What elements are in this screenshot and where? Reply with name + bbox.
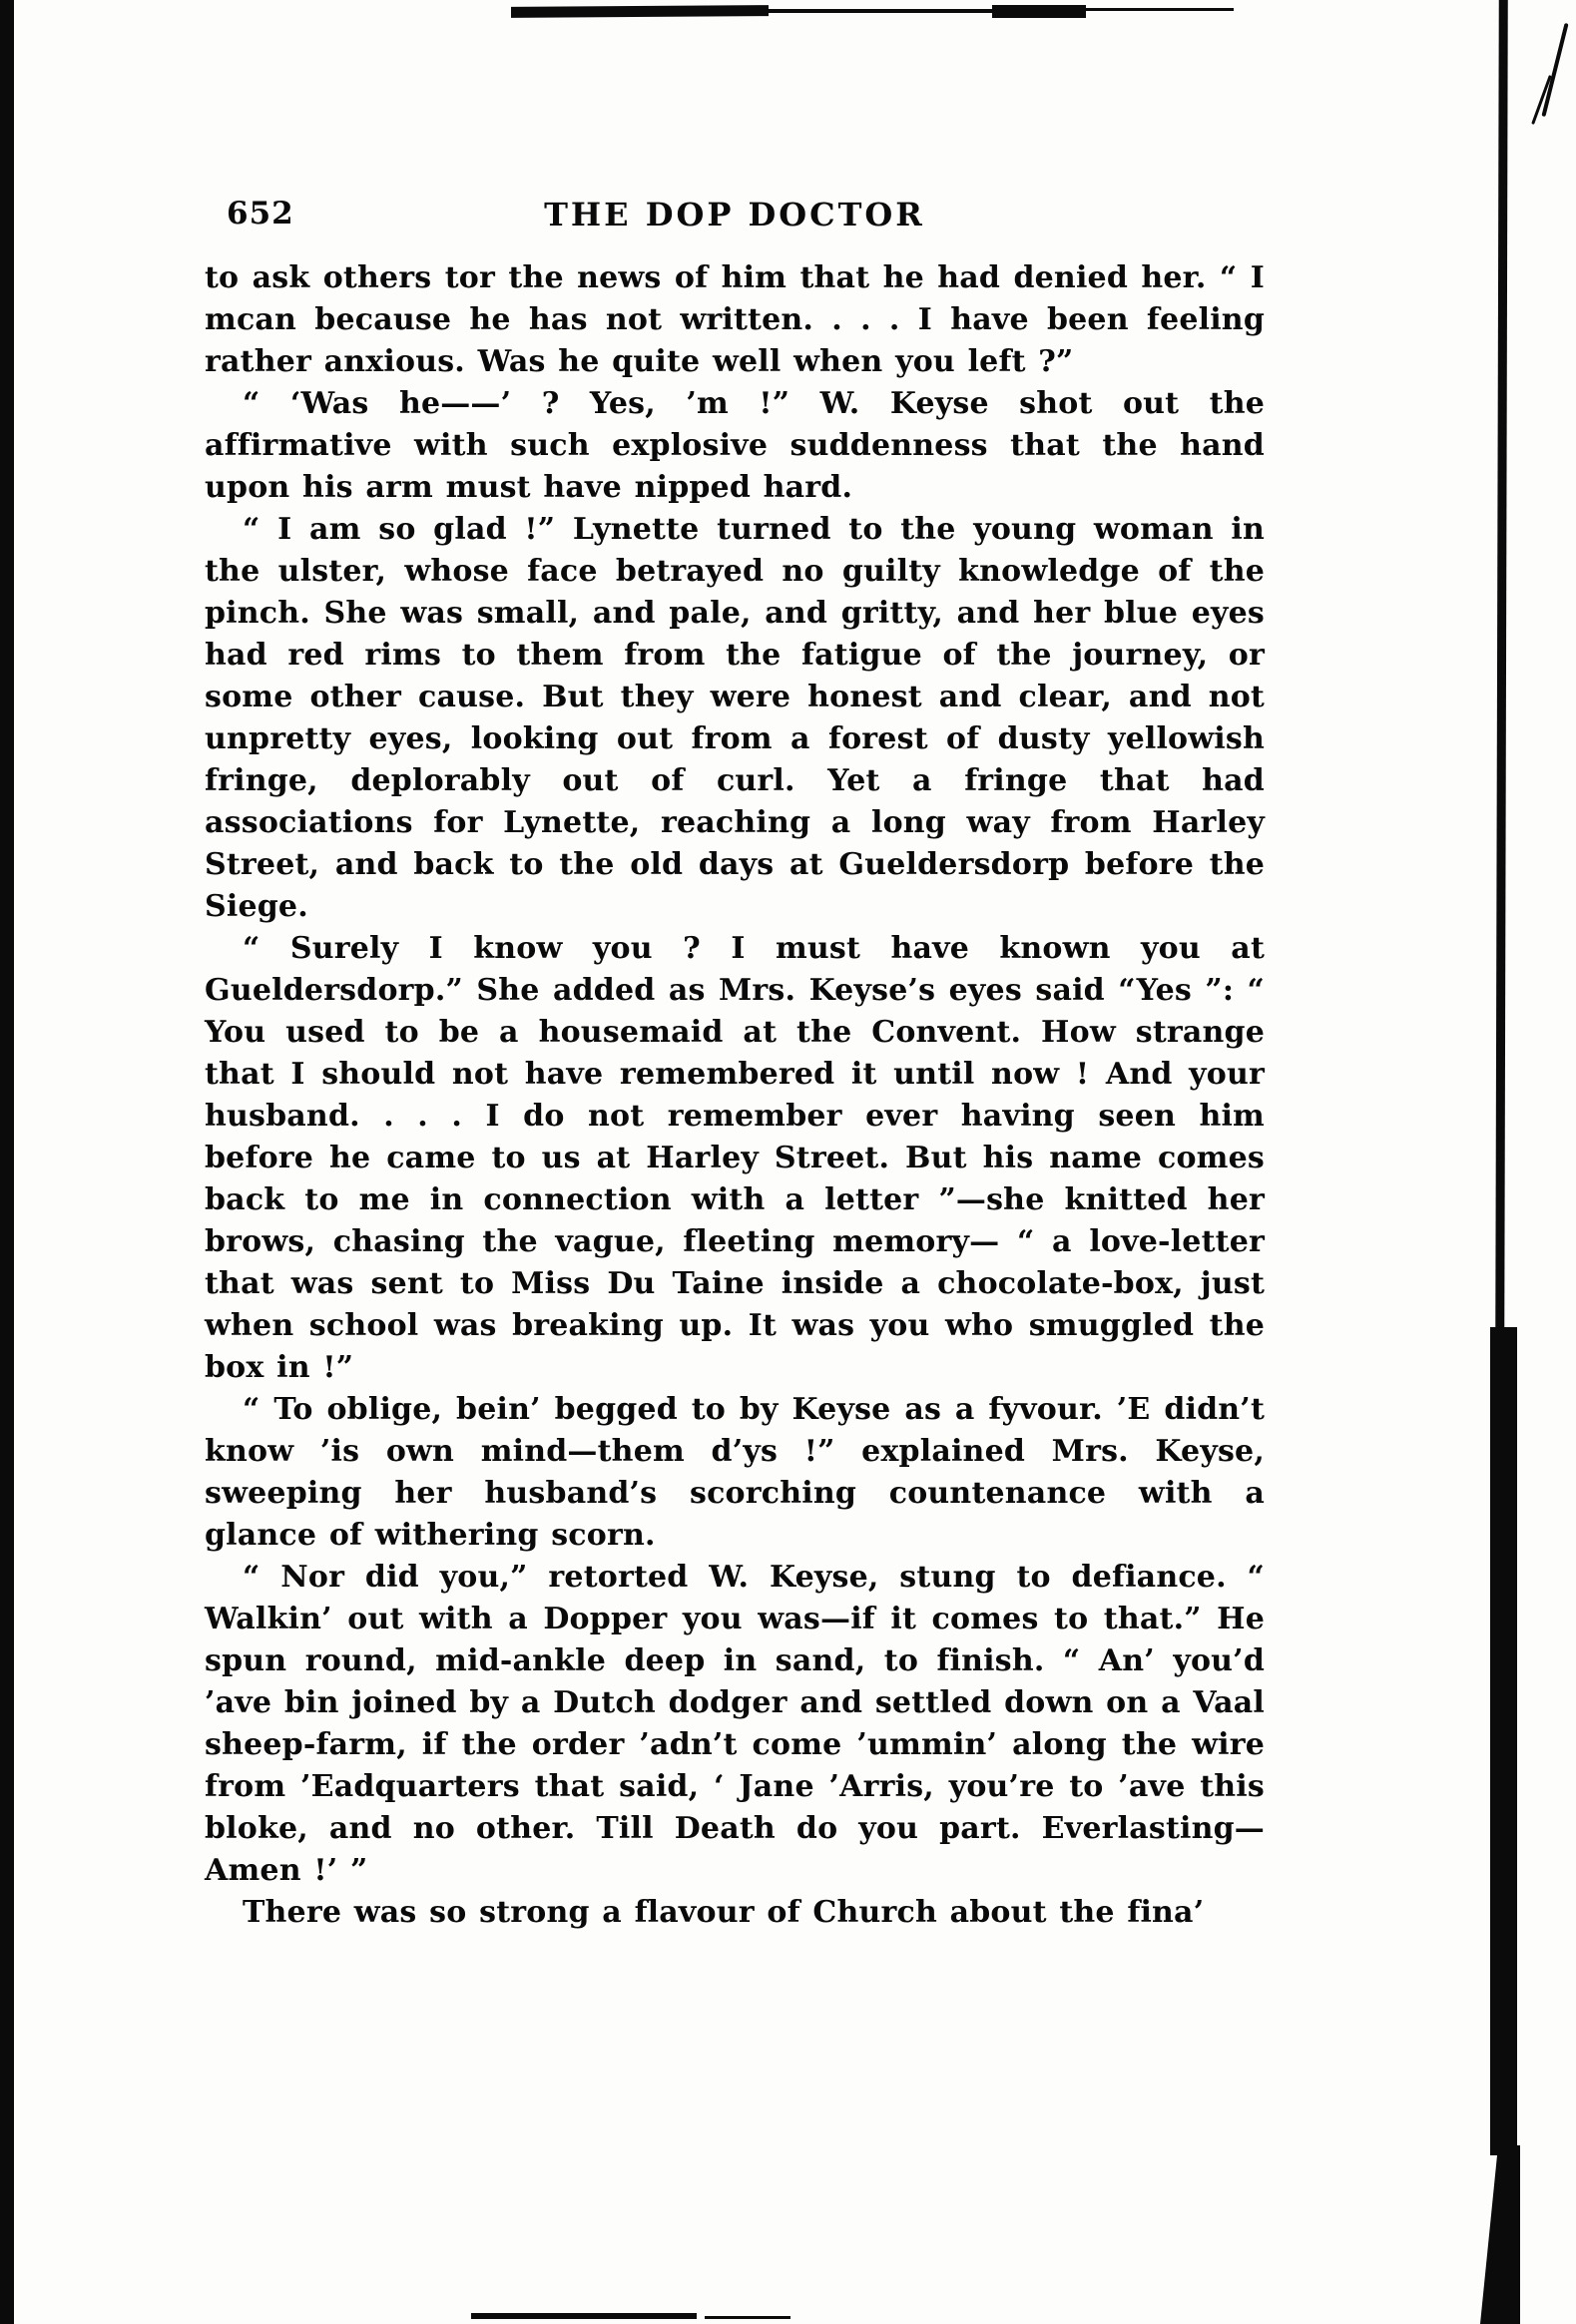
scan-artifact-bottom-1 [471, 2313, 697, 2319]
scan-scratch-top-right-1 [1541, 23, 1568, 117]
paragraph: There was so strong a flavour of Church about the fina’ [243, 1895, 1205, 1930]
page-header [205, 196, 1265, 237]
paragraph: “ To oblige, bein’ begged to by Keyse as a fyvour. ’E didn’t know ’is own mind—them d’ys !” explained Mrs. Keyse, sweeping her husband’s scorching countenance with a glance of withering scorn. [205, 1392, 1265, 1553]
scan-gutter-band-bottom [1480, 2145, 1520, 2324]
page-number: 652 [227, 196, 294, 232]
text-block [205, 257, 1265, 1934]
scan-artifact-top-4 [1086, 8, 1234, 11]
scan-edge-bar-left [0, 0, 14, 2324]
scan-artifact-top-3 [992, 5, 1086, 18]
paragraph: “ Surely I know you ? I must have known you at Gueldersdorp.” She added as Mrs. Keyse’s eyes said “Yes ”: “ You used to be a housemaid at the Convent. How strange that I should not have remembered it until now ! And your husband. . . . I do not remember ever having seen him before he came to us at Harley Street. But his name comes back to me in connection with a letter ”—she knitted her brows, chasing the vague, fleeting memory— “ a love-letter that was sent to Miss Du Taine inside a chocolate-box, just when school was breaking up. It was you who smuggled the box in !” [205, 931, 1265, 1385]
running-title: THE DOP DOCTOR [544, 196, 925, 233]
scan-gutter-band-lower [1490, 1327, 1517, 2155]
paragraph: to ask others tor the news of him that he had denied her. “ I mcan because he has not written. . . . I have been feeling rather anxious. Was he quite well when you left ?” [205, 260, 1265, 379]
scan-artifact-bottom-2 [705, 2316, 790, 2319]
paragraph: “ Nor did you,” retorted W. Keyse, stung to defiance. “ Walkin’ out with a Dopper you was—if it comes to that.” He spun round, mid-ankle deep in sand, to finish. “ An’ you’d ’ave bin joined by a Dutch dodger and settled down on a Vaal sheep-farm, if the order ’adn’t come ’ummin’ along the wire from ’Eadquarters that said, ‘ Jane ’Arris, you’re to ’ave this bloke, and no other. Till Death do you part. Everlasting—Amen !’ ” [205, 1560, 1265, 1888]
scan-gutter-band-upper [1495, 0, 1508, 1337]
scan-artifact-top-2 [767, 9, 994, 13]
paragraph: “ I am so glad !” Lynette turned to the young woman in the ulster, whose face betrayed no guilty knowledge of the pinch. She was small, and pale, and gritty, and her blue eyes had red rims to them from the fatigue of the journey, or some other cause. But they were honest and clear, and not unpretty eyes, looking out from a forest of dusty yellowish fringe, deplorably out of curl. Yet a fringe that had associations for Lynette, reaching a long way from Harley Street, and back to the old days at Gueldersdorp before the Siege. [205, 512, 1265, 924]
scan-artifact-top-1 [511, 5, 769, 18]
paragraph: “ ‘Was he——’ ? Yes, ’m !” W. Keyse shot out the affirmative with such explosive suddenness that the hand upon his arm must have nipped hard. [205, 386, 1265, 505]
